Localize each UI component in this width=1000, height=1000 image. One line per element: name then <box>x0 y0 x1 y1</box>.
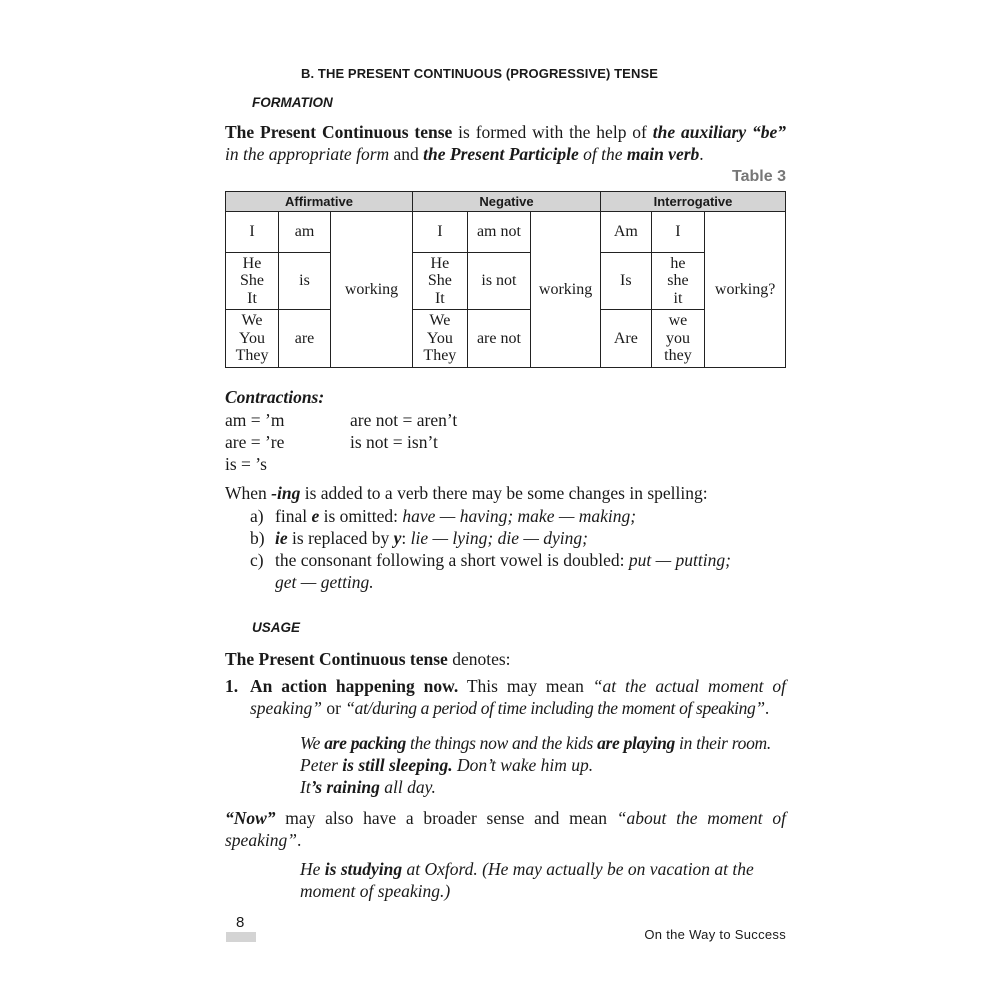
int-it: it <box>673 289 683 307</box>
contractions-col1 <box>225 409 284 475</box>
spelling-rule-c <box>250 549 787 571</box>
now-term-text: “Now” <box>225 808 276 828</box>
spelling-ing-text: -ing <box>271 483 301 503</box>
rule-a-t3: is omitted: <box>319 506 403 526</box>
contractions-title: Contractions: <box>225 387 325 407</box>
spelling-intro <box>225 483 708 504</box>
item-1-quote1: “at the actual moment of speaking” <box>250 676 787 718</box>
aff-we: We <box>241 312 263 330</box>
int-she: she <box>667 272 689 290</box>
ex3-a: It <box>300 777 311 797</box>
intro-participle <box>423 144 579 164</box>
spelling-when: When <box>225 483 272 503</box>
formation-intro <box>225 121 786 165</box>
aff-pronoun-i: I <box>226 212 279 253</box>
rule-c-t1: the consonant following a short vowel is doubled: <box>275 550 629 570</box>
ex2-c: Don’t wake him up. <box>452 755 594 775</box>
intro-term: The Present Continuous tense <box>225 122 453 142</box>
intro-and: and <box>389 144 424 164</box>
aff-pronouns-3rd <box>226 253 279 310</box>
neg-pronouns-3rd <box>413 253 468 310</box>
item-1-title: An action happening now. <box>250 676 459 696</box>
intro-auxiliary-text: the auxiliary “be” <box>652 122 787 142</box>
rule-b-examples: lie — lying; die — dying; <box>410 528 589 548</box>
aff-verb: working <box>331 212 413 368</box>
contraction-are: are = ’re <box>225 432 285 452</box>
ex3-b: ’s raining <box>310 777 380 797</box>
rule-a-examples: have — having; make — making; <box>402 506 637 526</box>
int-aux-is: Is <box>601 253 652 310</box>
item-1-or: or <box>321 698 346 718</box>
neg-she: She <box>427 272 452 290</box>
contraction-is: is = ’s <box>225 454 267 474</box>
contractions-col2 <box>350 409 457 453</box>
now-term <box>225 808 276 828</box>
ex2-a: Peter <box>300 755 343 775</box>
now-period: . <box>296 830 302 850</box>
neg-we: We <box>429 312 451 330</box>
rule-a-e-text: e <box>311 506 320 526</box>
intro-auxiliary <box>653 122 786 142</box>
rule-b-y-text: y <box>393 528 402 548</box>
neg-it: It <box>434 289 445 307</box>
neg-he: He <box>430 254 450 272</box>
aff-he: He <box>242 254 262 272</box>
int-pronoun-i: I <box>651 212 705 253</box>
usage-denotes: denotes: <box>447 649 511 669</box>
aff-aux-am: am <box>279 212 331 253</box>
contraction-are-not: are not = aren’t <box>350 410 458 430</box>
rule-c-example1: put — putting; <box>628 550 731 570</box>
neg-aux-are-not: are not <box>467 310 530 368</box>
page-number: 8 <box>236 914 245 931</box>
ex-oxford-c: at Oxford. (He may actually be on vacation at the moment of speaking.) <box>300 859 754 901</box>
negative-table <box>412 191 601 368</box>
interrogative-header: Interrogative <box>601 192 786 212</box>
rule-c-example2: get — getting. <box>275 572 374 592</box>
int-aux-am: Am <box>601 212 652 253</box>
ex-oxford-a: He <box>300 859 325 879</box>
contraction-am: am = ’m <box>225 410 285 430</box>
aff-she: She <box>240 272 264 290</box>
ex-oxford-b: is studying <box>324 859 403 879</box>
ex1-a: We <box>300 733 325 753</box>
item-1-number: 1. <box>225 676 239 696</box>
ex1-e: in their room. <box>674 733 771 753</box>
example-3 <box>300 776 771 798</box>
item-1-t2: This may mean <box>458 676 593 696</box>
rule-b-ie <box>275 528 288 548</box>
aff-aux-is: is <box>279 253 331 310</box>
aff-it: It <box>247 289 257 307</box>
neg-you: You <box>426 329 453 347</box>
rule-b-t2: is replaced by <box>287 528 394 548</box>
running-title: On the Way to Success <box>644 927 786 942</box>
intro-form: in the appropriate form <box>225 144 390 164</box>
intro-text: is formed with the help of <box>452 122 653 142</box>
int-pronouns-3rd <box>651 253 705 310</box>
affirmative-header: Affirmative <box>226 192 413 212</box>
rule-b-ie-text: ie <box>275 528 288 548</box>
intro-main-verb <box>627 144 699 164</box>
int-they: they <box>664 347 692 365</box>
int-we: we <box>668 312 688 330</box>
intro-main-verb-text: main verb <box>626 144 700 164</box>
usage-term: The Present Continuous tense <box>225 649 448 669</box>
example-1 <box>300 732 771 754</box>
neg-aux-is-not: is not <box>467 253 530 310</box>
rule-a-t1: final <box>275 506 312 526</box>
aff-aux-are: are <box>279 310 331 368</box>
spelling-rule-c-cont <box>275 571 374 593</box>
spelling-ing <box>271 483 300 503</box>
int-you: you <box>665 329 690 347</box>
ex1-d: are playing <box>597 733 675 753</box>
ex1-b: are packing <box>324 733 406 753</box>
int-verb: working? <box>705 212 786 368</box>
ex2-b: is still sleeping. <box>342 755 453 775</box>
spelling-rest: is added to a verb there may be some changes in spelling: <box>300 483 708 503</box>
intro-of: of the <box>578 144 627 164</box>
table-label: Table 3 <box>732 168 786 185</box>
int-he: he <box>670 254 686 272</box>
spelling-rule-a <box>250 505 790 527</box>
neg-pronouns-plural <box>413 310 468 368</box>
formation-heading: FORMATION <box>252 95 333 110</box>
ex3-c: all day. <box>379 777 436 797</box>
now-paragraph <box>225 807 786 851</box>
interrogative-table <box>600 191 786 368</box>
usage-intro <box>225 649 511 670</box>
page-number-bar <box>226 932 256 942</box>
neg-aux-am-not: am not <box>467 212 530 253</box>
item-1-period: . <box>764 698 770 718</box>
intro-period: . <box>699 144 704 164</box>
spelling-rule-b <box>250 527 790 549</box>
rule-b-marker: b) <box>250 528 265 548</box>
contraction-is-not: is not = isn’t <box>350 432 438 452</box>
usage-examples-1 <box>300 732 771 798</box>
rule-c-marker: c) <box>250 550 264 570</box>
now-t2: may also have a broader sense and mean <box>275 808 617 828</box>
aff-pronouns-plural <box>226 310 279 368</box>
usage-heading: USAGE <box>252 620 301 635</box>
aff-you: You <box>239 329 265 347</box>
example-2 <box>300 754 771 776</box>
ex1-c: the things now and the kids <box>405 733 598 753</box>
section-title: B. THE PRESENT CONTINUOUS (PROGRESSIVE) TENSE <box>301 66 658 81</box>
now-quote: “about the moment of speaking” <box>225 808 786 850</box>
int-aux-are: Are <box>601 310 652 368</box>
neg-verb: working <box>531 212 601 368</box>
neg-pronoun-i: I <box>413 212 468 253</box>
negative-header: Negative <box>413 192 601 212</box>
item-1-quote2: “at/during a period of time including the moment of speaking” <box>345 698 765 718</box>
int-pronouns-plural <box>651 310 705 368</box>
usage-item-1 <box>225 675 786 719</box>
rule-b-t4: : <box>401 528 411 548</box>
affirmative-table <box>225 191 413 368</box>
aff-they: They <box>235 347 269 365</box>
usage-example-2 <box>300 858 787 902</box>
neg-they: They <box>423 347 457 365</box>
intro-participle-text: the Present Participle <box>423 144 579 164</box>
rule-a-marker: a) <box>250 506 264 526</box>
